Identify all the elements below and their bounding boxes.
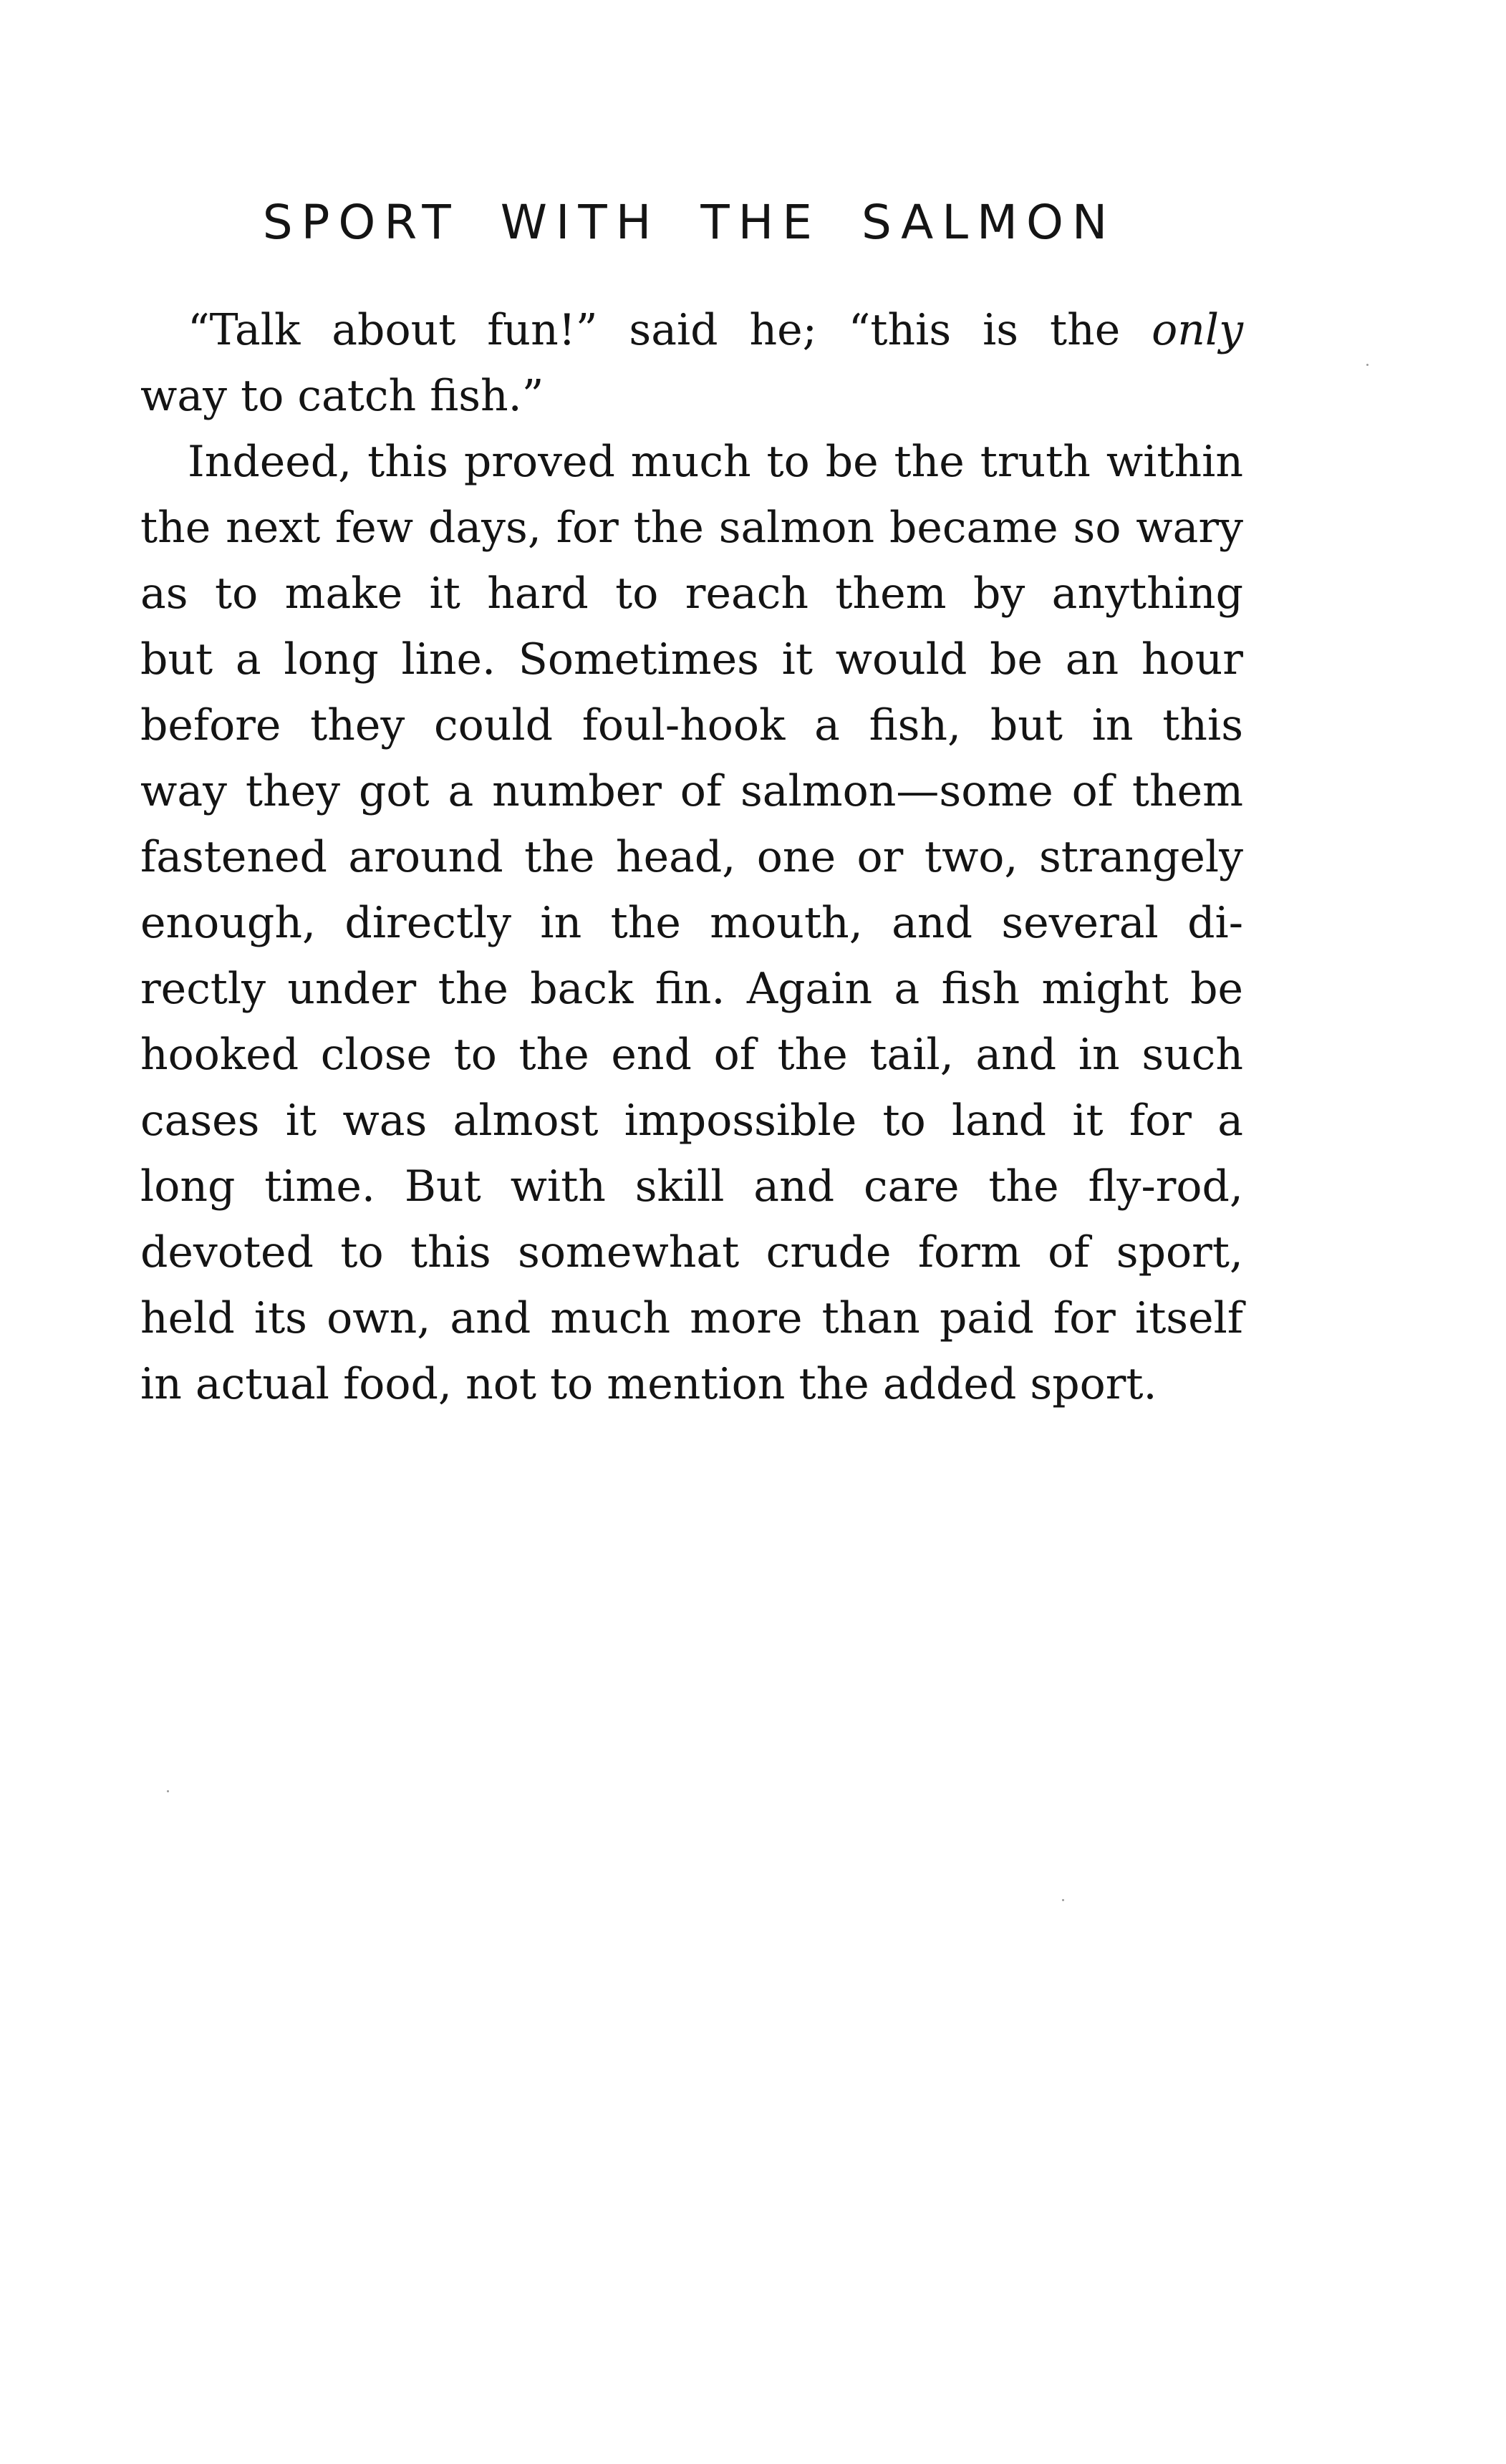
text-line: but a long line. Sometimes it would be an hour <box>140 634 1243 685</box>
text-line: held its own, and much more than paid for itself <box>140 1293 1243 1343</box>
paragraph-2 <box>140 429 1243 1417</box>
text-line: cases it was almost impossible to land it for a <box>140 1096 1243 1146</box>
print-speck <box>1366 364 1369 366</box>
text-line <box>140 297 1243 363</box>
text-line: way they got a number of salmon—some of them <box>140 766 1243 816</box>
text-line: hooked close to the end of the tail, and in such <box>140 1030 1243 1080</box>
text-line: in actual food, not to mention the added sport. <box>140 1359 1157 1409</box>
text-line: the next few days, for the salmon became so wary <box>140 503 1243 553</box>
text-line: devoted to this somewhat crude form of sport, <box>140 1227 1243 1277</box>
body-text <box>140 297 1243 1417</box>
text-run: “Talk about fun!” said he; “this is the <box>188 305 1152 355</box>
running-head: SPORT WITH THE SALMON <box>262 195 1116 250</box>
text-line: way to catch fish.” <box>140 371 544 421</box>
italic-text-run: only <box>1152 305 1243 355</box>
print-speck <box>167 1790 169 1792</box>
text-line: Indeed, this proved much to be the truth within <box>188 437 1243 487</box>
text-line: fastened around the head, one or two, strangely <box>140 832 1243 882</box>
text-line: as to make it hard to reach them by anything <box>140 569 1243 619</box>
print-speck <box>1062 1899 1064 1901</box>
text-line: rectly under the back fin. Again a fish might be <box>140 964 1243 1014</box>
text-line: enough, directly in the mouth, and several di- <box>140 898 1243 948</box>
paragraph-1 <box>140 297 1243 429</box>
text-line: before they could foul-hook a fish, but in this <box>140 700 1243 750</box>
text-line: long time. But with skill and care the fly-rod, <box>140 1161 1243 1212</box>
